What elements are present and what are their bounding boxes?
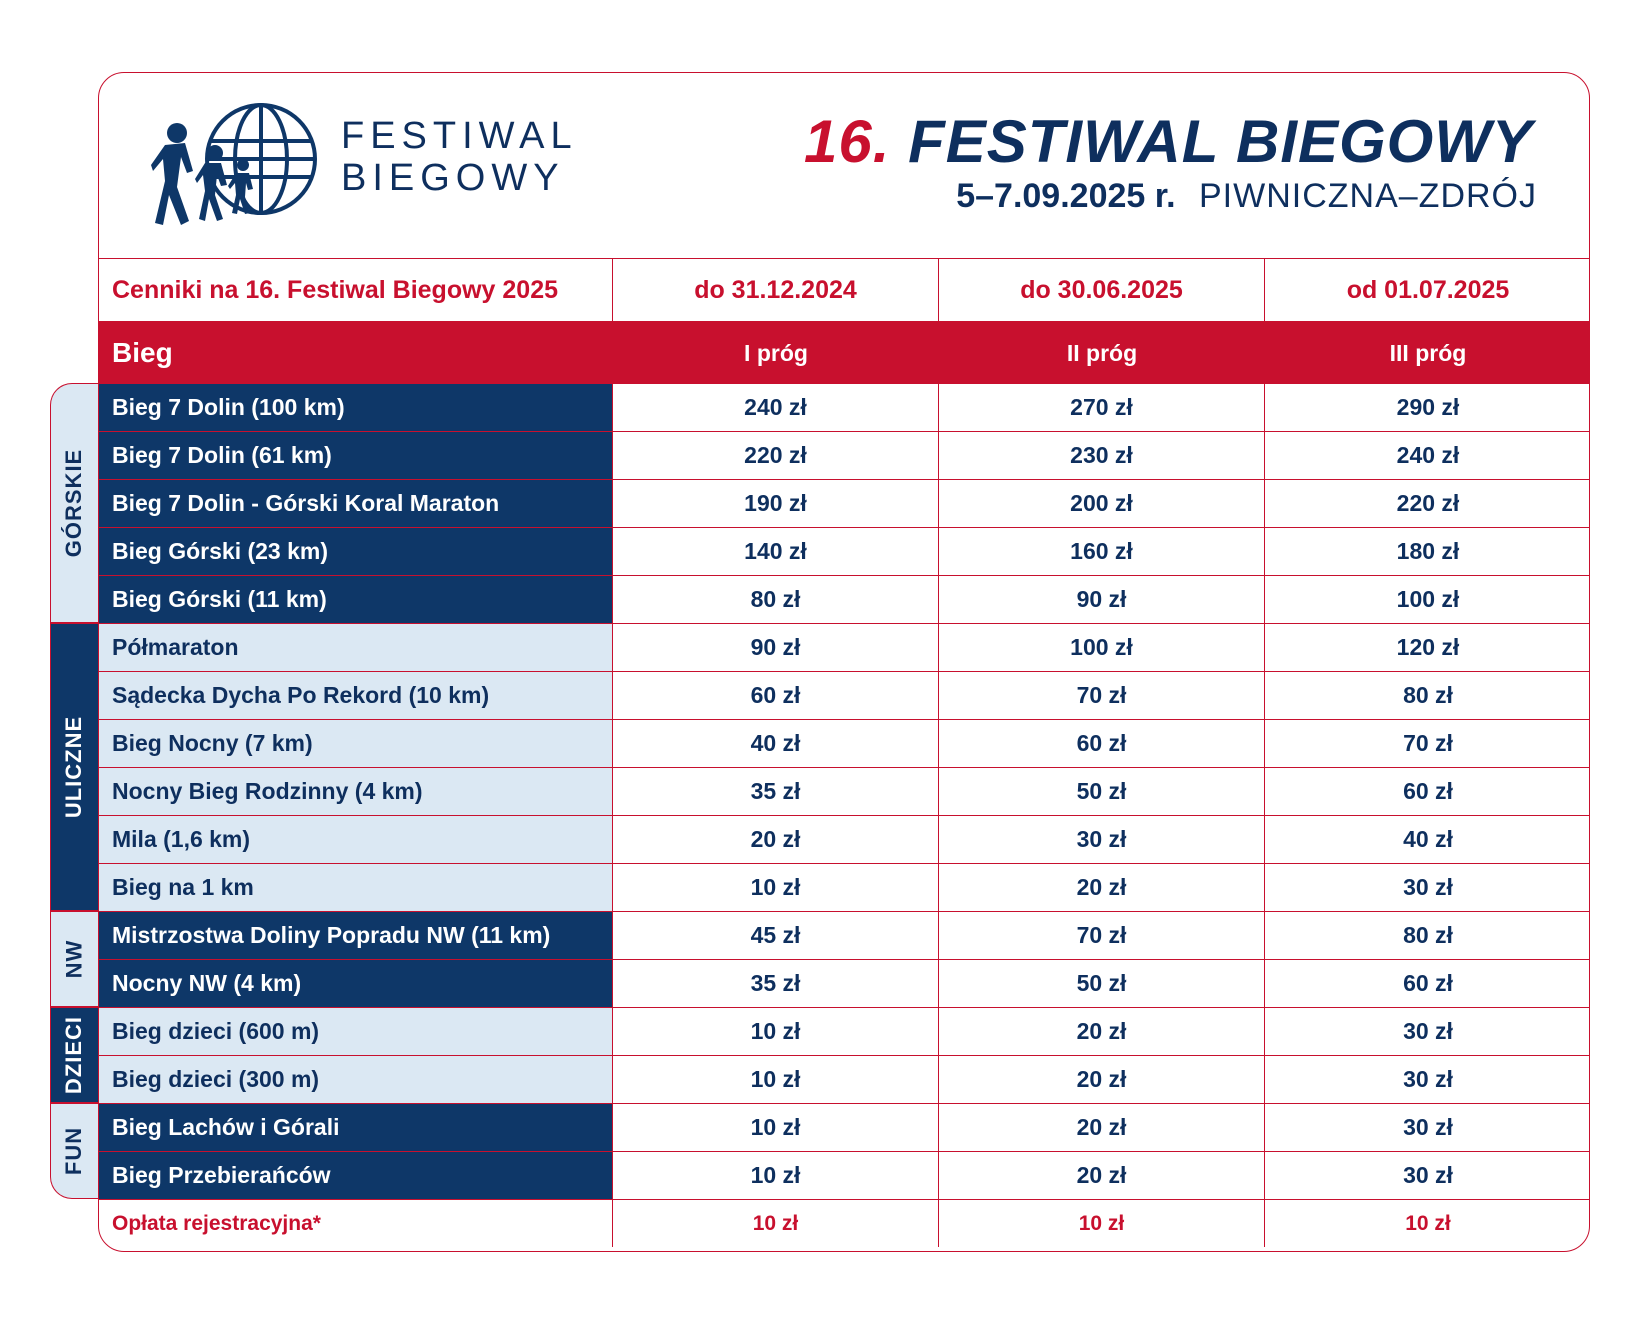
header-cell: do 31.12.2024 <box>613 259 939 321</box>
price-cell: 240 zł <box>1396 442 1460 468</box>
race-name-cell: Bieg na 1 km <box>99 864 613 911</box>
price-cell: 270 zł <box>939 384 1265 431</box>
price-cell: 220 zł <box>1396 490 1460 516</box>
race-name-cell: Nocny Bieg Rodzinny (4 km) <box>99 768 613 815</box>
price-cell: 10 zł <box>613 1152 939 1199</box>
table-row <box>99 1104 1590 1152</box>
table-row <box>99 432 1590 480</box>
price-cell: 20 zł <box>939 864 1265 911</box>
price-cell: 50 zł <box>939 960 1265 1007</box>
table-subheader-row <box>99 322 1590 384</box>
runners-globe-logo-icon <box>151 91 321 241</box>
price-cell: 180 zł <box>1396 538 1460 564</box>
price-cell: 60 zł <box>1403 778 1453 804</box>
price-cell: 160 zł <box>939 528 1265 575</box>
event-dates: 5–7.09.2025 r. <box>956 177 1176 215</box>
category-label: GÓRSKIE <box>61 448 87 558</box>
price-cell: 230 zł <box>939 432 1265 479</box>
price-cell: 20 zł <box>939 1104 1265 1151</box>
table-header-row <box>99 259 1590 322</box>
race-name-cell: Bieg Górski (23 km) <box>99 528 613 575</box>
price-cell: 20 zł <box>613 816 939 863</box>
price-cell: 220 zł <box>613 432 939 479</box>
race-name-cell: Bieg 7 Dolin (100 km) <box>99 384 613 431</box>
price-cell: 10 zł <box>613 864 939 911</box>
price-cell: 30 zł <box>1403 1066 1453 1092</box>
fee-label: Opłata rejestracyjna* <box>99 1200 613 1247</box>
header-cell: od 01.07.2025 <box>1346 275 1510 304</box>
logo-wordmark <box>341 115 578 199</box>
subheader-cell: I próg <box>744 339 808 366</box>
price-cell: 35 zł <box>613 960 939 1007</box>
table-row <box>99 1008 1590 1056</box>
price-cell: 10 zł <box>613 1104 939 1151</box>
race-name-cell: Bieg Nocny (7 km) <box>99 720 613 767</box>
price-cell: 60 zł <box>1403 970 1453 996</box>
fee-row <box>99 1200 1590 1247</box>
race-name-cell: Półmaraton <box>99 624 613 671</box>
price-cell: 120 zł <box>1396 634 1460 660</box>
price-cell: 60 zł <box>613 672 939 719</box>
category-tab <box>50 623 98 911</box>
price-cell: 70 zł <box>939 912 1265 959</box>
logo-line-2: BIEGOWY <box>341 157 565 199</box>
price-cell: 20 zł <box>939 1056 1265 1103</box>
price-cell: 35 zł <box>613 768 939 815</box>
price-cell: 200 zł <box>939 480 1265 527</box>
price-cell: 80 zł <box>1403 922 1453 948</box>
race-name-cell: Bieg 7 Dolin - Górski Koral Maraton <box>99 480 613 527</box>
race-name-cell: Bieg 7 Dolin (61 km) <box>99 432 613 479</box>
race-name-cell: Bieg dzieci (300 m) <box>99 1056 613 1103</box>
price-cell: 100 zł <box>1396 586 1460 612</box>
table-row <box>99 624 1590 672</box>
header <box>99 73 1590 259</box>
table-row <box>99 912 1590 960</box>
table-row <box>99 960 1590 1008</box>
table-row <box>99 528 1590 576</box>
table-row <box>99 576 1590 624</box>
event-name: FESTIWAL BIEGOWY <box>908 108 1533 175</box>
category-tab <box>50 383 98 623</box>
price-cell: 10 zł <box>613 1056 939 1103</box>
table-row <box>99 384 1590 432</box>
subheader-cell: III próg <box>1389 339 1467 366</box>
price-cell: 90 zł <box>939 576 1265 623</box>
category-tab <box>50 1103 98 1199</box>
price-cell: 20 zł <box>939 1152 1265 1199</box>
race-name-cell: Mistrzostwa Doliny Popradu NW (11 km) <box>99 912 613 959</box>
price-cell: 140 zł <box>613 528 939 575</box>
price-cell: 70 zł <box>1403 730 1453 756</box>
category-tab <box>50 911 98 1007</box>
price-cell: 100 zł <box>939 624 1265 671</box>
category-tab <box>50 1007 98 1103</box>
header-cell: do 30.06.2025 <box>939 259 1265 321</box>
price-cell: 60 zł <box>939 720 1265 767</box>
price-cell: 190 zł <box>613 480 939 527</box>
event-title <box>804 107 1533 176</box>
header-cell: Cenniki na 16. Festiwal Biegowy 2025 <box>99 259 613 321</box>
event-place: PIWNICZNA–ZDRÓJ <box>1199 177 1537 215</box>
price-cell: 240 zł <box>613 384 939 431</box>
table-row <box>99 672 1590 720</box>
table-row <box>99 720 1590 768</box>
price-cell: 30 zł <box>1403 1018 1453 1044</box>
table-row <box>99 1056 1590 1104</box>
price-cell: 45 zł <box>613 912 939 959</box>
race-name-cell: Bieg Górski (11 km) <box>99 576 613 623</box>
logo-line-1: FESTIWAL <box>341 115 578 157</box>
race-name-cell: Nocny NW (4 km) <box>99 960 613 1007</box>
subheader-cell: II próg <box>1066 339 1138 366</box>
race-name-cell: Bieg Przebierańców <box>99 1152 613 1199</box>
price-cell: 30 zł <box>1403 874 1453 900</box>
table-row <box>99 864 1590 912</box>
race-name-cell: Bieg Lachów i Górali <box>99 1104 613 1151</box>
price-cell: 10 zł <box>613 1008 939 1055</box>
price-cell: 70 zł <box>939 672 1265 719</box>
category-label: FUN <box>61 1126 87 1176</box>
price-card <box>98 72 1590 1252</box>
event-number: 16. <box>804 108 891 175</box>
category-label: NW <box>61 939 87 979</box>
subheader-cell: Bieg <box>112 337 173 368</box>
race-name-cell: Mila (1,6 km) <box>99 816 613 863</box>
table-row <box>99 480 1590 528</box>
event-subtitle <box>956 177 1537 216</box>
fee-cell: 10 zł <box>613 1200 939 1247</box>
price-cell: 80 zł <box>613 576 939 623</box>
price-cell: 40 zł <box>613 720 939 767</box>
price-cell: 80 zł <box>1403 682 1453 708</box>
price-cell: 50 zł <box>939 768 1265 815</box>
category-label: ULICZNE <box>61 715 87 819</box>
table-row <box>99 816 1590 864</box>
table-row <box>99 1152 1590 1200</box>
table-row <box>99 768 1590 816</box>
price-cell: 90 zł <box>613 624 939 671</box>
fee-cell: 10 zł <box>939 1200 1265 1247</box>
race-name-cell: Bieg dzieci (600 m) <box>99 1008 613 1055</box>
price-cell: 40 zł <box>1403 826 1453 852</box>
price-cell: 30 zł <box>1403 1114 1453 1140</box>
price-cell: 30 zł <box>1403 1162 1453 1188</box>
price-cell: 20 zł <box>939 1008 1265 1055</box>
category-label: DZIECI <box>61 1015 87 1095</box>
price-cell: 30 zł <box>939 816 1265 863</box>
fee-cell: 10 zł <box>1405 1211 1451 1235</box>
race-name-cell: Sądecka Dycha Po Rekord (10 km) <box>99 672 613 719</box>
price-cell: 290 zł <box>1396 394 1460 420</box>
